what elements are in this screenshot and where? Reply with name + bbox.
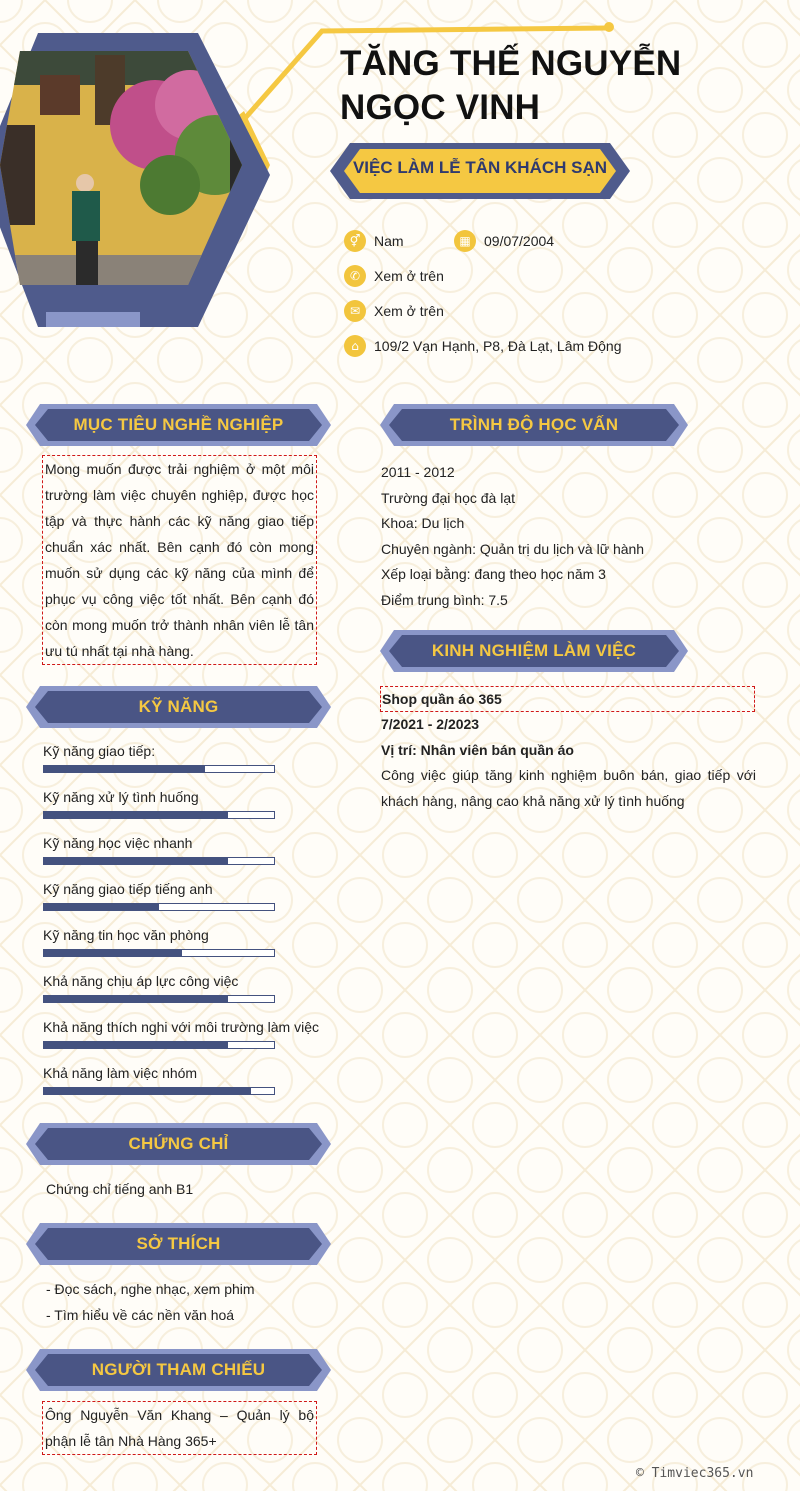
skill-item — [43, 1065, 333, 1111]
name-line-1: TĂNG THẾ NGUYỄN — [340, 44, 682, 83]
section-header-skills — [26, 686, 331, 728]
education-period: 2011 - 2012 — [381, 464, 455, 480]
objective-text: Mong muốn được trải nghiệm ở một môi trường làm việc chuyên nghiệp, được học tập và thực hành các kỹ năng giao tiếp chuẩn xác nhất. Bên cạnh đó còn mong muốn sử dụng các kỹ năng của mình để phục vụ công việc tốt nhất. Bên cạnh đó còn mong muốn trở thành nhân viên lễ tân ưu tú nhất tại nhà hàng. — [42, 455, 317, 665]
skill-item — [43, 927, 333, 973]
section-header-references — [26, 1349, 331, 1391]
education-major: Chuyên ngành: Quản trị du lịch và lữ hành — [381, 540, 645, 557]
skill-item — [43, 789, 333, 835]
email-row — [344, 299, 444, 323]
skill-item — [43, 1019, 333, 1065]
address-row — [344, 334, 622, 358]
skill-bar — [43, 949, 275, 957]
hobbies-list — [46, 1276, 321, 1328]
hobby-item: - Đọc sách, nghe nhạc, xem phim — [46, 1281, 255, 1297]
skill-bar — [43, 765, 275, 773]
gender-icon: ⚥ — [344, 230, 366, 252]
skill-bar — [43, 1041, 275, 1049]
skill-bar — [43, 1087, 275, 1095]
section-title: SỞ THÍCH — [136, 1234, 221, 1253]
skill-label: Kỹ năng giao tiếp tiếng anh — [43, 881, 213, 897]
skills-list — [43, 743, 333, 1111]
skill-bar-fill — [44, 766, 205, 772]
education-details — [381, 460, 761, 614]
education-gpa: Điểm trung bình: 7.5 — [381, 591, 508, 608]
footer-credit: © Timviec365.vn — [636, 1466, 754, 1481]
skill-bar — [43, 995, 275, 1003]
address-value: 109/2 Vạn Hạnh, P8, Đà Lạt, Lâm Động — [374, 338, 622, 354]
home-icon: ⌂ — [344, 335, 366, 357]
candidate-name — [340, 42, 780, 130]
job-title: VIỆC LÀM LỄ TÂN KHÁCH SẠN — [352, 158, 608, 177]
skill-bar-fill — [44, 812, 228, 818]
section-header-experience — [380, 630, 688, 672]
phone-value: Xem ở trên — [374, 268, 444, 284]
section-title: MỤC TIÊU NGHỀ NGHIỆP — [73, 415, 284, 434]
experience-company: Shop quần áo 365 — [380, 686, 755, 712]
gender-row — [344, 229, 404, 253]
gender-value: Nam — [374, 233, 404, 249]
email-icon: ✉ — [344, 300, 366, 322]
section-title: TRÌNH ĐỘ HỌC VẤN — [449, 415, 619, 434]
skill-bar-fill — [44, 1088, 251, 1094]
skill-label: Kỹ năng giao tiếp: — [43, 743, 156, 759]
section-header-objective — [26, 404, 331, 446]
experience-period: 7/2021 - 2/2023 — [381, 716, 480, 732]
section-title: CHỨNG CHỈ — [128, 1134, 229, 1153]
skill-label: Khả năng làm việc nhóm — [43, 1065, 198, 1081]
skill-label: Kỹ năng xử lý tình huống — [43, 789, 199, 805]
section-header-education — [380, 404, 688, 446]
skill-label: Kỹ năng tin học văn phòng — [43, 927, 209, 943]
section-header-hobbies — [26, 1223, 331, 1265]
skill-bar — [43, 811, 275, 819]
skill-bar-fill — [44, 950, 182, 956]
education-faculty: Khoa: Du lịch — [381, 515, 465, 532]
skill-bar-fill — [44, 1042, 228, 1048]
experience-details — [381, 712, 756, 814]
certificate-text: Chứng chỉ tiếng anh B1 — [46, 1181, 194, 1197]
skill-bar-fill — [44, 858, 228, 864]
education-school: Trường đại học đà lạt — [381, 489, 515, 506]
birthday-value: 09/07/2004 — [484, 233, 555, 249]
skill-item — [43, 881, 333, 927]
name-line-2: NGỌC VINH — [340, 88, 541, 127]
calendar-icon: ▦ — [454, 230, 476, 252]
skill-bar-fill — [44, 904, 159, 910]
section-title: KỸ NĂNG — [138, 697, 219, 716]
skill-bar — [43, 903, 275, 911]
skill-item — [43, 743, 333, 789]
experience-description: Công việc giúp tăng kinh nghiệm buôn bán, giao tiếp với khách hàng, nâng cao khả năng xử lý tình huống — [381, 767, 756, 809]
phone-icon: ✆ — [344, 265, 366, 287]
skill-item — [43, 973, 333, 1019]
reference-text: Ông Nguyễn Văn Khang – Quản lý bộ phận lễ tân Nhà Hàng 365+ — [42, 1401, 317, 1455]
skill-label: Khả năng thích nghi với môi trường làm việc — [43, 1019, 319, 1035]
skill-bar — [43, 857, 275, 865]
skill-item — [43, 835, 333, 881]
hobby-item: - Tìm hiểu về các nền văn hoá — [46, 1307, 235, 1323]
skill-label: Kỹ năng học việc nhanh — [43, 835, 193, 851]
experience-position: Vị trí: Nhân viên bán quần áo — [381, 741, 574, 758]
skill-bar-fill — [44, 996, 228, 1002]
phone-row — [344, 264, 444, 288]
education-rank: Xếp loại bằng: đang theo học năm 3 — [381, 566, 606, 583]
section-title: NGƯỜI THAM CHIẾU — [91, 1360, 266, 1379]
skill-label: Khả năng chịu áp lực công việc — [43, 973, 239, 989]
email-value: Xem ở trên — [374, 303, 444, 319]
section-header-certificates — [26, 1123, 331, 1165]
birthday-row — [454, 229, 554, 253]
section-title: KINH NGHIỆM LÀM VIỆC — [431, 641, 637, 660]
